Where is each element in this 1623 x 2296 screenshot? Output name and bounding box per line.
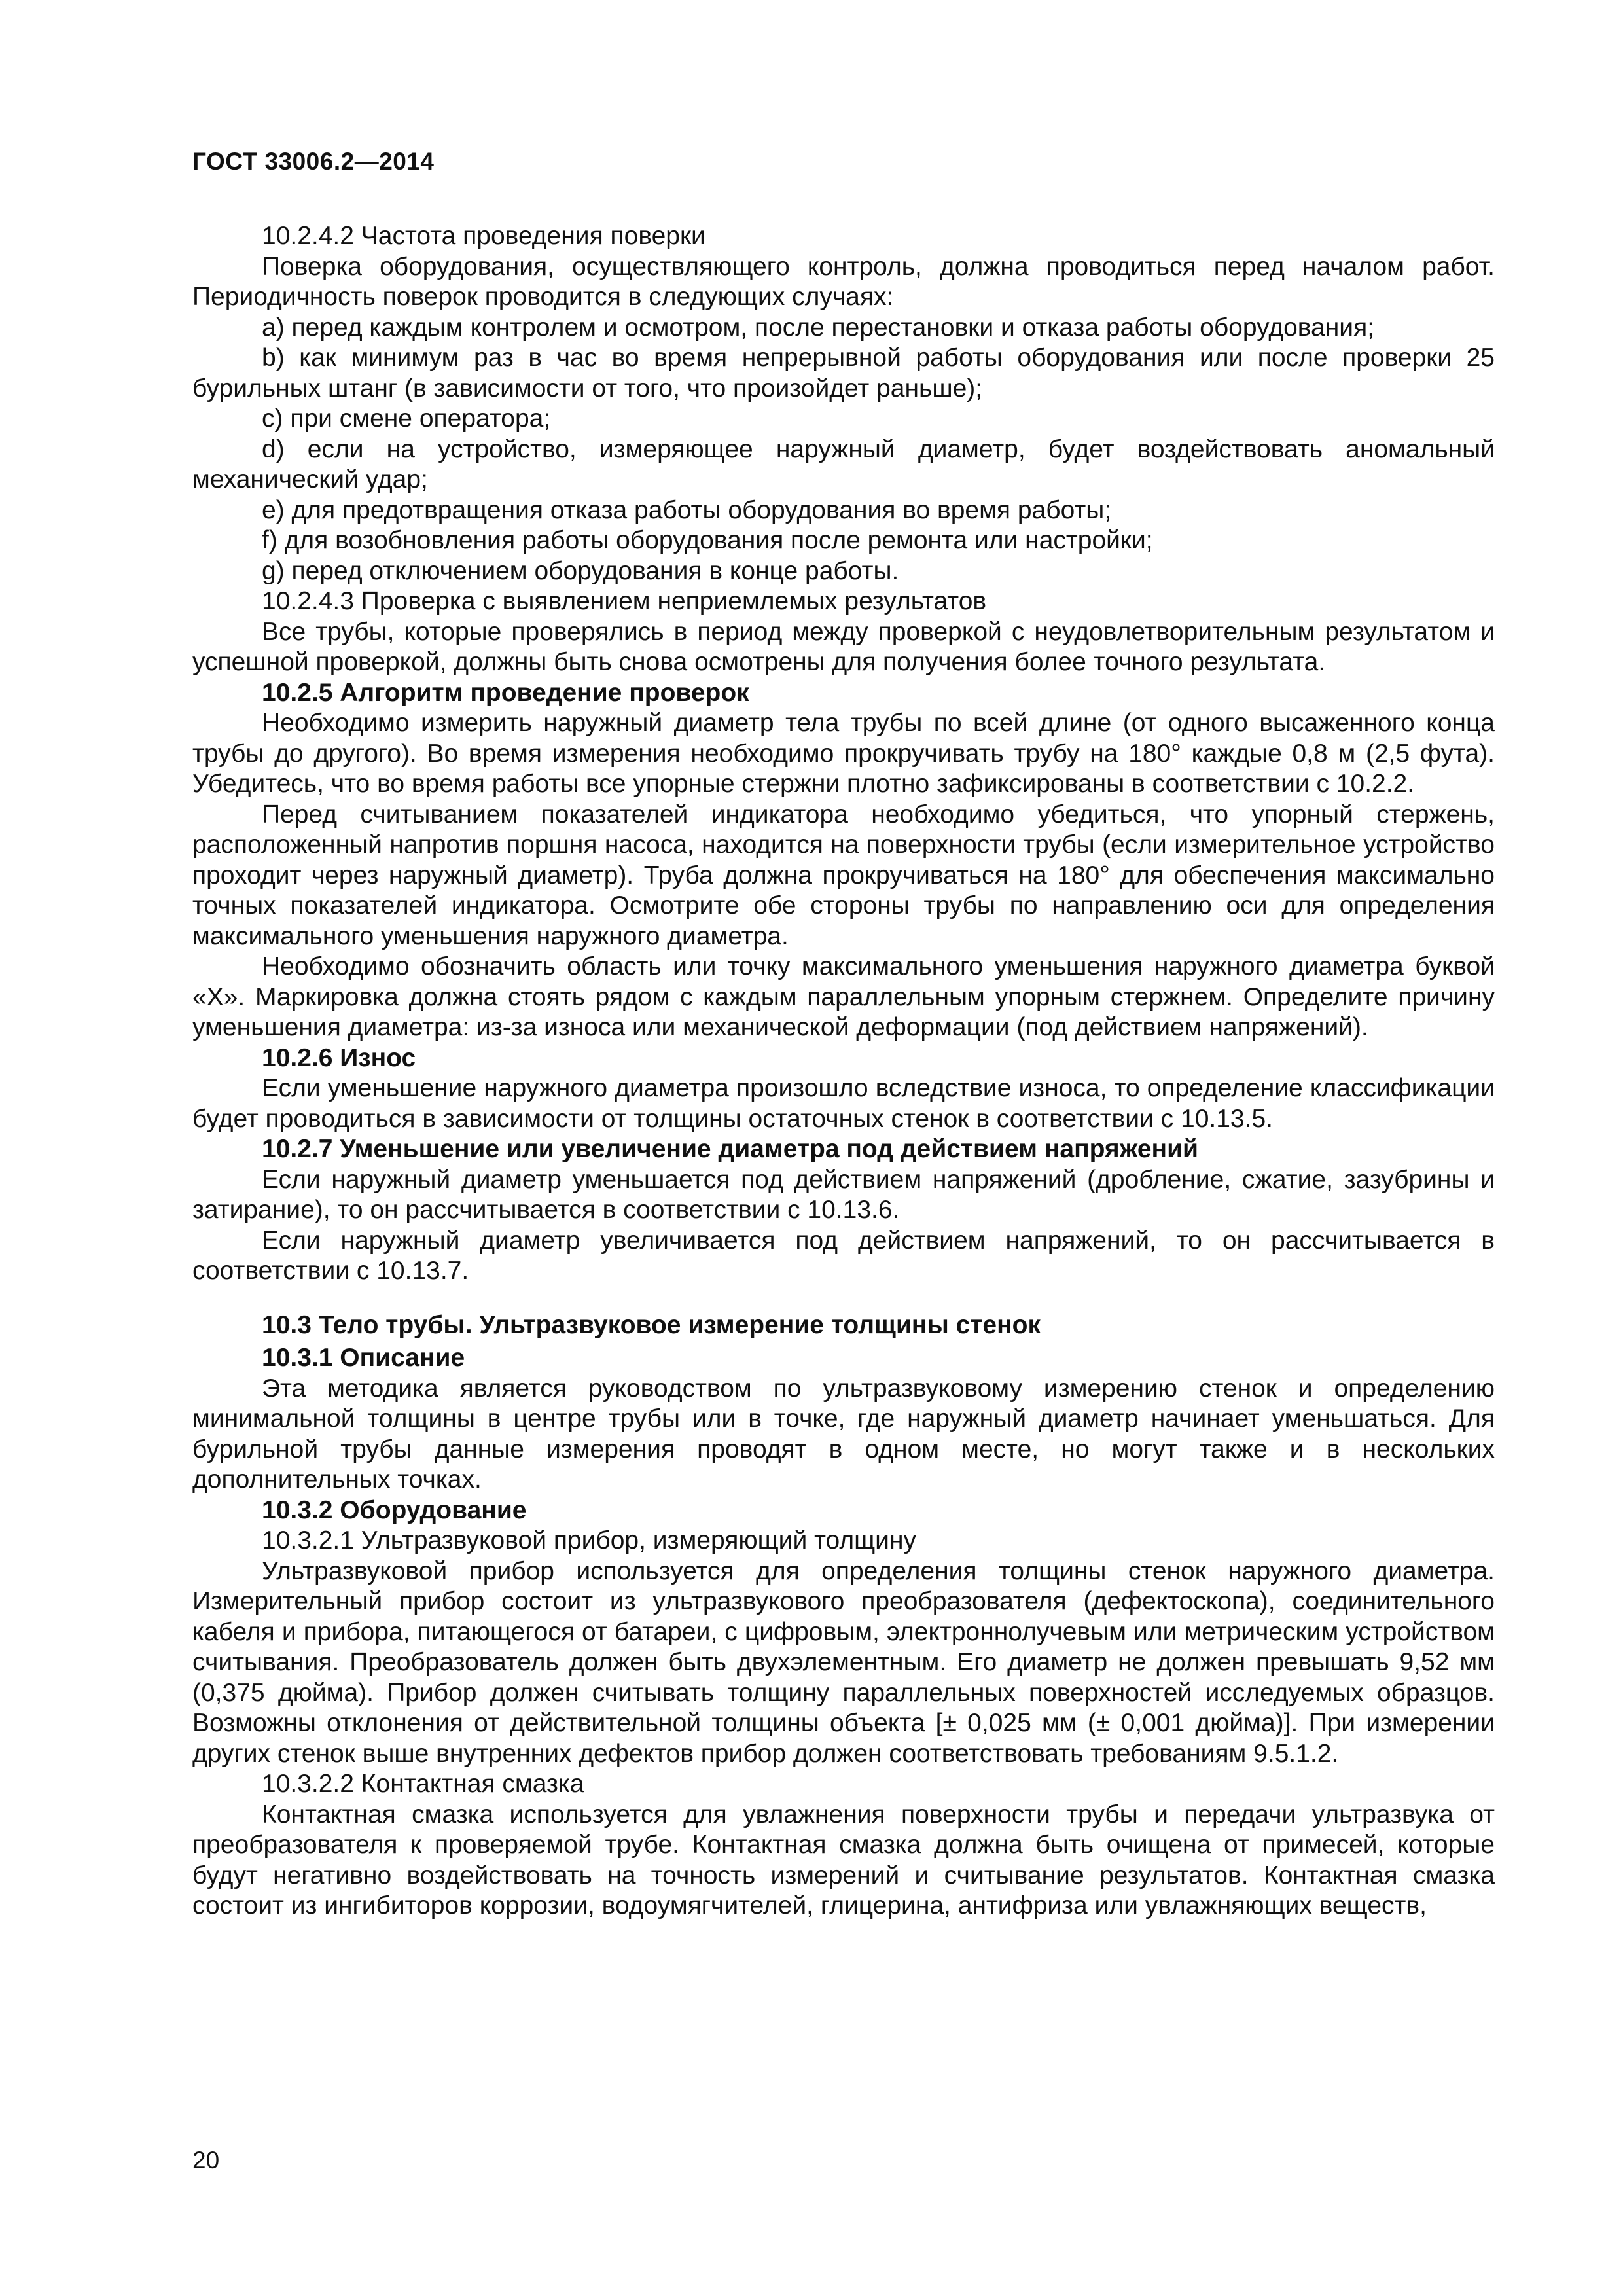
section-heading: 10.3.1 Описание xyxy=(262,1344,465,1372)
paragraph: Если уменьшение наружного диаметра произошло вследствие износа, то определение классификации будет проводиться в зависимости от толщины остаточных стенок в соответствии с 10.13.5. xyxy=(192,1074,1495,1133)
paragraph: Поверка оборудования, осуществляющего контроль, должна проводиться перед началом работ. Периодичность поверок проводится в следующих случаях: xyxy=(192,252,1495,311)
paragraph: Если наружный диаметр увеличивается под действием напряжений, то он рассчитывается в соответствии с 10.13.7. xyxy=(192,1226,1495,1285)
subsection-title: 10.3.2.2 Контактная смазка xyxy=(262,1770,584,1798)
section-heading: 10.2.7 Уменьшение или увеличение диаметра под действием напряжений xyxy=(262,1135,1199,1163)
subsection-title: 10.2.4.2 Частота проведения поверки xyxy=(262,222,705,250)
paragraph: Если наружный диаметр уменьшается под действием напряжений (дробление, сжатие, зазубрины и затирание), то он рассчитывается в соответствии с 10.13.6. xyxy=(192,1165,1495,1224)
chapter-heading: 10.3 Тело трубы. Ультразвуковое измерение толщины стенок xyxy=(262,1310,1041,1339)
paragraph: Необходимо измерить наружный диаметр тела трубы по всей длине (от одного высаженного конца трубы до другого). Во время измерения необходимо прокручивать трубу на 180° каждые 0,8 м (2,5 фута). Убедитесь, что во время работы все упорные стержни плотно зафиксированы в соответствии с 10.2.2. xyxy=(192,709,1495,798)
paragraph: Необходимо обозначить область или точку максимального уменьшения наружного диаметра буквой «Х». Маркировка должна стоять рядом с каждым параллельным упорным стержнем. Определите причину уменьшения диаметра: из-за износа или механической деформации (под действием напряжений). xyxy=(192,952,1495,1041)
subsection-title: 10.3.2.1 Ультразвуковой прибор, измеряющий толщину xyxy=(262,1526,917,1554)
paragraph: Все трубы, которые проверялись в период между проверкой с неудовлетворительным результатом и успешной проверкой, должны быть снова осмотрены для получения более точного результата. xyxy=(192,617,1495,676)
list-item: c) при смене оператора; xyxy=(262,404,551,433)
subsection-title: 10.2.4.3 Проверка с выявлением неприемлемых результатов xyxy=(262,587,987,615)
paragraph: Перед считыванием показателей индикатора необходимо убедиться, что упорный стержень, расположенный напротив поршня насоса, находится на поверхности трубы (если измерительное устройство проходит через наружный диаметр). Труба должна прокручиваться на 180° для обеспечения максимально точных показателей индикатора. Осмотрите обе стороны трубы по направлению оси для определения максимального уменьшения наружного диаметра. xyxy=(192,800,1495,950)
document-body xyxy=(192,221,1495,1922)
list-item: f) для возобновления работы оборудования после ремонта или настройки; xyxy=(262,526,1153,554)
section-heading: 10.3.2 Оборудование xyxy=(262,1496,527,1524)
section-heading: 10.2.5 Алгоритм проведение проверок xyxy=(262,678,749,707)
paragraph: Контактная смазка используется для увлажнения поверхности трубы и передачи ультразвука от преобразователя к проверяемой трубе. Контактная смазка должна быть очищена от примесей, которые будут негативно воздействовать на точность измерений и считывание результатов. Контактная смазка состоит из ингибиторов коррозии, водоумягчителей, глицерина, антифриза или увлажняющих веществ, xyxy=(192,1800,1495,1920)
list-item: g) перед отключением оборудования в конце работы. xyxy=(262,556,899,585)
list-item: е) для предотвращения отказа работы оборудования во время работы; xyxy=(262,495,1112,524)
document-header: ГОСТ 33006.2—2014 xyxy=(192,148,435,175)
list-item: b) как минимум раз в час во время непрерывной работы оборудования или после проверки 25 бурильных штанг (в зависимости от того, что произойдет раньше); xyxy=(192,344,1495,403)
list-item: d) если на устройство, измеряющее наружный диаметр, будет воздействовать аномальный механический удар; xyxy=(192,435,1495,493)
paragraph: Эта методика является руководством по ультразвуковому измерению стенок и определению минимальной толщины в центре трубы или в точке, где наружный диаметр начинает уменьшаться. Для бурильной трубы данные измерения проводят в одном месте, но могут также и в нескольких дополнительных точках. xyxy=(192,1374,1495,1494)
list-item: а) перед каждым контролем и осмотром, после перестановки и отказа работы оборудования; xyxy=(262,313,1375,342)
paragraph: Ультразвуковой прибор используется для определения толщины стенок наружного диаметра. Измерительный прибор состоит из ультразвукового преобразователя (дефектоскопа), соединительного кабеля и прибора, питающегося от батареи, с цифровым, электроннолучевым или метрическим устройством считывания. Преобразователь должен быть двухэлементным. Его диаметр не должен превышать 9,52 мм (0,375 дюйма). Прибор должен считывать толщину параллельных поверхностей исследуемых образцов. Возможны отклонения от действительной толщины объекта [± 0,025 мм (± 0,001 дюйма)]. При измерении других стенок выше внутренних дефектов прибор должен соответствовать требованиям 9.5.1.2. xyxy=(192,1556,1495,1768)
page-number: 20 xyxy=(192,2147,220,2174)
section-heading: 10.2.6 Износ xyxy=(262,1043,416,1072)
